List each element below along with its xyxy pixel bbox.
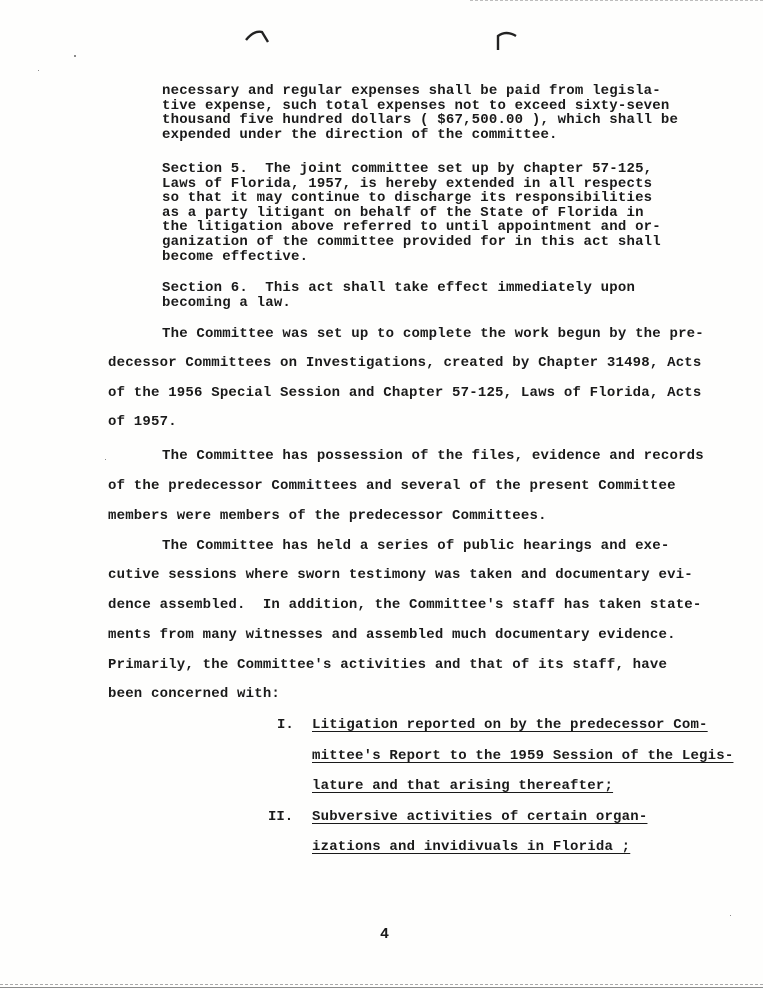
list-number: I. xyxy=(277,717,294,733)
quoted-paragraph-section-5 xyxy=(162,162,722,264)
text-line: become effective. xyxy=(162,248,309,265)
bottom-edge-dashes xyxy=(0,984,763,985)
text-line: as a party litigant on behalf of the State of Florida in xyxy=(162,204,644,221)
body-line: The Committee has possession of the files, evidence and records xyxy=(162,448,704,464)
body-line: dence assembled. In addition, the Committee's staff has taken state- xyxy=(108,597,702,613)
quoted-paragraph-expenses xyxy=(162,84,722,142)
body-line: Primarily, the Committee's activities and that of its staff, have xyxy=(108,657,668,673)
list-item-line: izations and invidivuals in Florida ; xyxy=(312,839,631,855)
list-item-line: mittee's Report to the 1959 Session of the Legis- xyxy=(312,748,734,764)
binding-mark-right xyxy=(494,30,520,50)
scan-speck xyxy=(105,459,106,460)
body-line: decessor Committees on Investigations, created by Chapter 31498, Acts xyxy=(108,355,702,371)
text-line: Section 6. This act shall take effect immediately upon xyxy=(162,280,636,296)
list-item-line: lature and that arising thereafter; xyxy=(312,778,614,794)
body-line: cutive sessions where sworn testimony was taken and documentary evi- xyxy=(108,567,693,583)
body-line: of 1957. xyxy=(108,414,177,430)
list-item-line: Litigation reported on by the predecessor Com- xyxy=(312,717,708,733)
scan-speck xyxy=(38,70,39,71)
text-line: so that it may continue to discharge its responsibilities xyxy=(162,190,653,207)
text-line: Laws of Florida, 1957, is hereby extended in all respects xyxy=(162,175,653,192)
body-line: members were members of the predecessor Committees. xyxy=(108,508,547,524)
text-line: thousand five hundred dollars ( $67,500.00 ), which shall be xyxy=(162,112,679,129)
page-number: 4 xyxy=(380,926,390,943)
body-line: been concerned with: xyxy=(108,686,281,702)
list-number: II. xyxy=(268,809,294,825)
text-line: necessary and regular expenses shall be paid from legisla- xyxy=(162,83,661,99)
binding-mark-left xyxy=(244,28,270,48)
quoted-paragraph-section-6 xyxy=(162,281,722,310)
text-line: becoming a law. xyxy=(162,294,292,311)
body-line: of the 1956 Special Session and Chapter 57-125, Laws of Florida, Acts xyxy=(108,385,702,401)
text-line: the litigation above referred to until appointment and or- xyxy=(162,219,661,236)
text-line: tive expense, such total expenses not to exceed sixty-seven xyxy=(162,97,670,114)
body-line: ments from many witnesses and assembled much documentary evidence. xyxy=(108,627,676,643)
body-line: The Committee was set up to complete the work begun by the pre- xyxy=(162,326,704,342)
scan-speck xyxy=(730,915,731,916)
text-line: expended under the direction of the committee. xyxy=(162,126,558,143)
list-item-line: Subversive activities of certain organ- xyxy=(312,809,648,825)
text-line: ganization of the committee provided for in this act shall xyxy=(162,233,661,250)
scan-speck xyxy=(74,55,76,57)
body-line: The Committee has held a series of public hearings and exe- xyxy=(162,538,670,554)
top-edge-dashes xyxy=(470,0,763,1)
body-line: of the predecessor Committees and several of the present Committee xyxy=(108,478,676,494)
text-line: Section 5. The joint committee set up by chapter 57-125, xyxy=(162,161,653,177)
